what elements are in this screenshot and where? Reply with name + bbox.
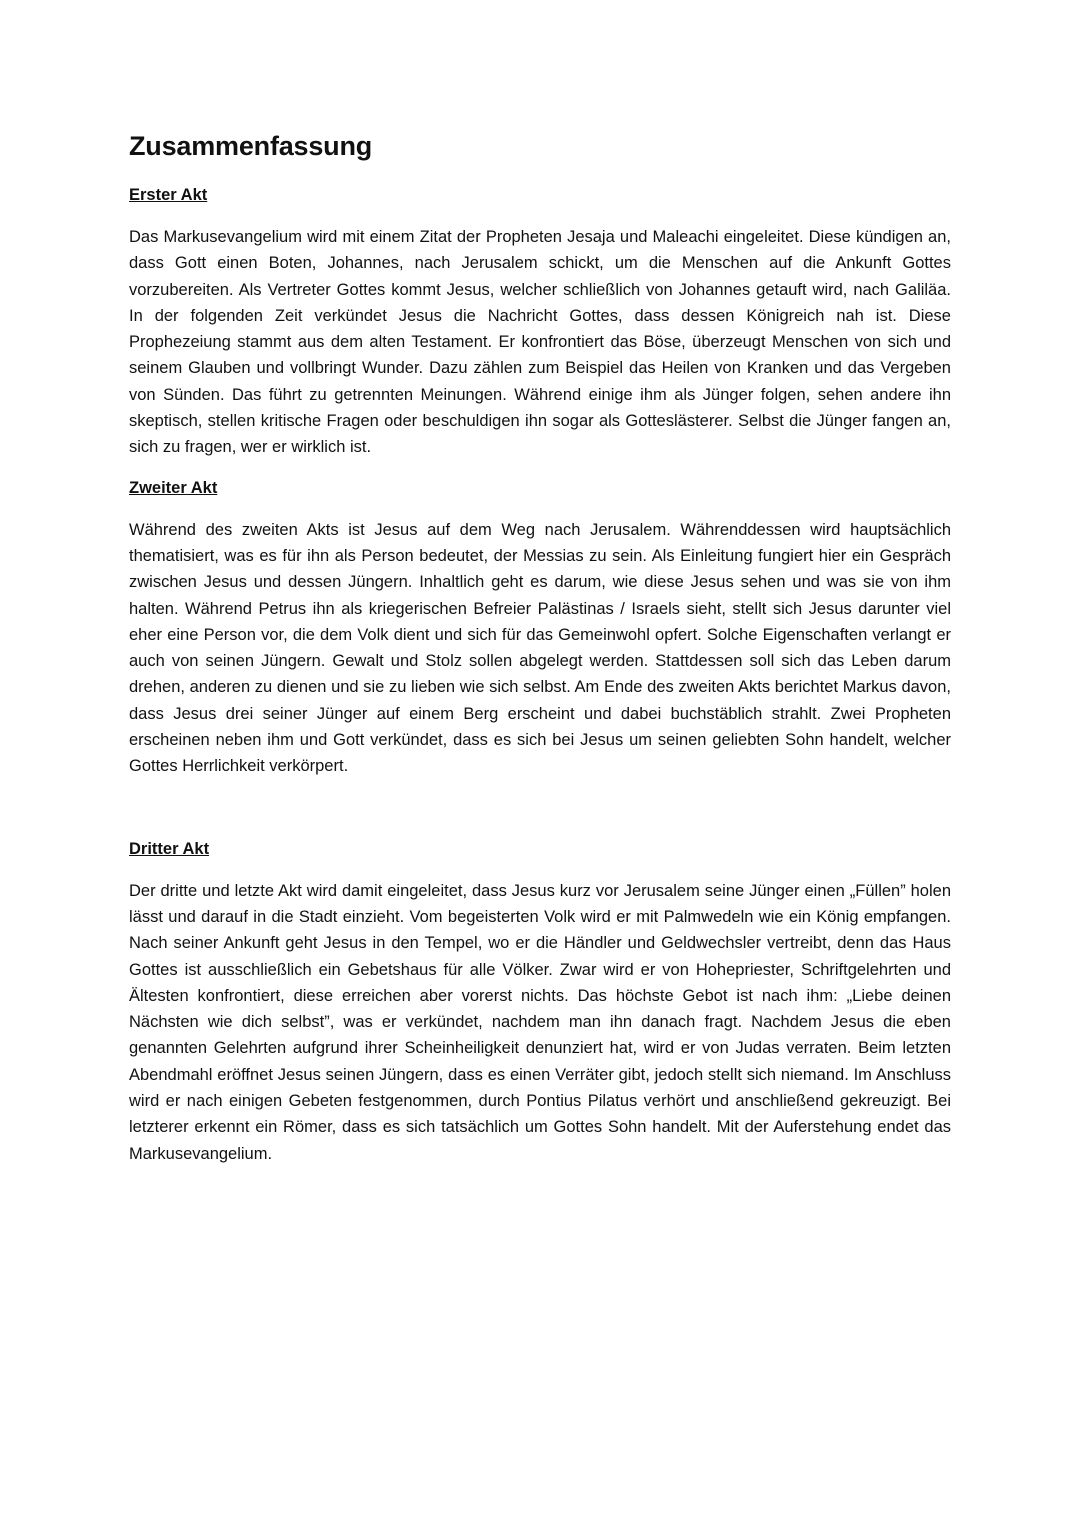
section-heading-dritter-akt: Dritter Akt (129, 839, 210, 858)
section-erster-akt (129, 184, 951, 461)
section-paragraph-zweiter-akt: Während des zweiten Akts ist Jesus auf dem Weg nach Jerusalem. Währenddessen wird hauptsächlich thematisiert, was es für ihn als Person bedeutet, der Messias zu sein. Als Einleitung fungiert hier ein Gespräch zwischen Jesus und dessen Jüngern. Inhaltlich geht es darum, wie diese Jesus sehen und was sie von ihm halten. Während Petrus ihn als kriegerischen Befreier Palästinas / Israels sieht, stellt sich Jesus darunter viel eher eine Person vor, die dem Volk dient und sich für das Gemeinwohl opfert. Solche Eigenschaften verlangt er auch von seinen Jüngern. Gewalt und Stolz sollen abgelegt werden. Stattdessen soll sich das Leben darum drehen, anderen zu dienen und sie zu lieben wie sich selbst. Am Ende des zweiten Akts berichtet Markus davon, dass Jesus drei seiner Jünger auf einem Berg erscheint und dabei buchstäblich strahlt. Zwei Propheten erscheinen neben ihm und Gott verkündet, dass es sich bei Jesus um seinen geliebten Sohn handelt, welcher Gottes Herrlichkeit verkörpert. (129, 520, 951, 776)
section-paragraph-erster-akt: Das Markusevangelium wird mit einem Zitat der Propheten Jesaja und Maleachi eingeleitet. Diese kündigen an, dass Gott einen Boten, Johannes, nach Jerusalem schickt, um die Menschen auf die Ankunft Gottes vorzubereiten. Als Vertreter Gottes kommt Jesus, welcher schließlich von Johannes getauft wird, nach Galiläa. In der folgenden Zeit verkündet Jesus die Nachricht Gottes, dass dessen Königreich nah ist. Diese Prophezeiung stammt aus dem alten Testament. Er konfrontiert das Böse, überzeugt Menschen von sich und seinem Glauben und vollbringt Wunder. Dazu zählen zum Beispiel das Heilen von Kranken und das Vergeben von Sünden. Das führt zu getrennten Meinungen. Während einige ihm als Jünger folgen, sehen andere ihn skeptisch, stellen kritische Fragen oder beschuldigen ihn sogar als Gotteslästerer. Selbst die Jünger fangen an, sich zu fragen, wer er wirklich ist. (129, 228, 951, 457)
section-paragraph-dritter-akt: Der dritte und letzte Akt wird damit eingeleitet, dass Jesus kurz vor Jerusalem seine Jünger einen „Füllen” holen lässt und darauf in die Stadt einzieht. Vom begeisterten Volk wird er mit Palmwedeln wie ein König empfangen. Nach seiner Ankunft geht Jesus in den Tempel, wo er die Händler und Geldwechsler vertreibt, denn das Haus Gottes ist ausschließlich ein Gebetshaus für alle Völker. Zwar wird er von Hohepriester, Schriftgelehrten und Ältesten konfrontiert, diese erreichen aber vorerst nichts. Das höchste Gebot ist nach ihm: „Liebe deinen Nächsten wie dich selbst”, was er verkündet, nachdem man ihn danach fragt. Nachdem Jesus die eben genannten Gelehrten aufgrund ihrer Scheinheiligkeit denunziert hat, wird er von Judas verraten. Beim letzten Abendmahl eröffnet Jesus seinen Jüngern, dass es einen Verräter gibt, jedoch stellt sich niemand. Im Anschluss wird er nach einigen Gebeten festgenommen, durch Pontius Pilatus verhört und anschließend gekreuzigt. Bei letzterer erkennt ein Römer, dass es sich tatsächlich um Gottes Sohn handelt. Mit der Auferstehung endet das Markusevangelium. (129, 881, 951, 1163)
section-dritter-akt (129, 838, 951, 1167)
document-page (129, 128, 951, 1167)
section-heading-zweiter-akt: Zweiter Akt (129, 478, 218, 497)
section-heading-erster-akt: Erster Akt (129, 186, 208, 204)
section-zweiter-akt (129, 477, 951, 780)
document-title: Zusammenfassung (129, 131, 373, 161)
